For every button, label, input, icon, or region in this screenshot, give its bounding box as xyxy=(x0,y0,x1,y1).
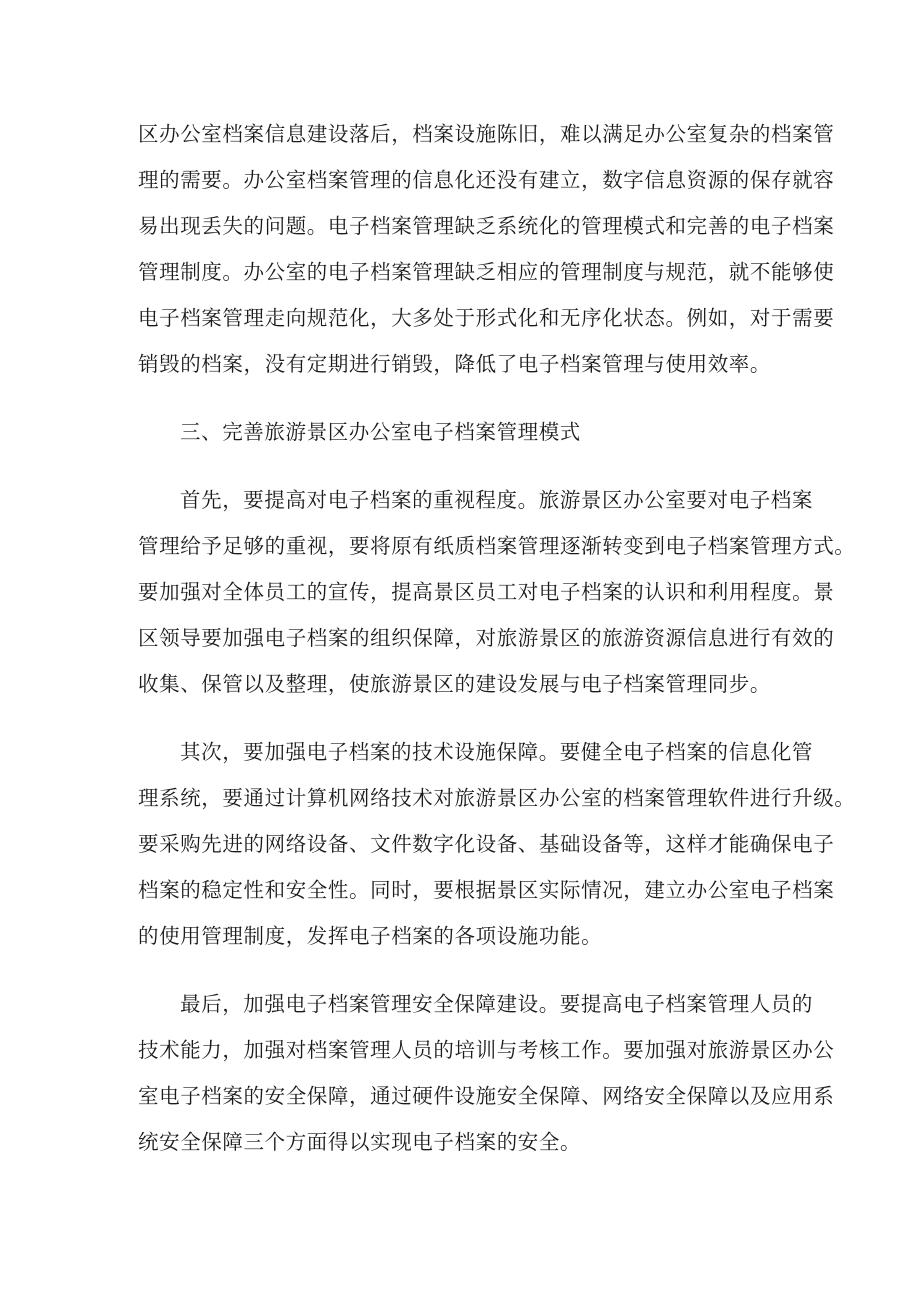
body-line: 理系统，要通过计算机网络技术对旅游景区办公室的档案管理软件进行升级。 xyxy=(138,786,856,810)
body-line: 区领导要加强电子档案的组织保障，对旅游景区的旅游资源信息进行有效的 xyxy=(138,626,835,650)
body-line: 最后，加强电子档案管理安全保障建设。要提高电子档案管理人员的 xyxy=(180,992,813,1016)
body-line: 其次，要加强电子档案的技术设施保障。要健全电子档案的信息化管 xyxy=(180,740,813,764)
body-line: 室电子档案的安全保障，通过硬件设施安全保障、网络安全保障以及应用系 xyxy=(138,1084,835,1108)
body-line: 理的需要。办公室档案管理的信息化还没有建立，数字信息资源的保存就容 xyxy=(138,168,835,192)
body-line: 收集、保管以及整理，使旅游景区的建设发展与电子档案管理同步。 xyxy=(138,672,771,696)
paragraph-gap xyxy=(138,455,798,477)
paragraph-last xyxy=(138,981,835,1165)
body-line: 要加强对全体员工的宣传，提高景区员工对电子档案的认识和利用程度。景 xyxy=(138,580,835,604)
body-line: 的使用管理制度，发挥电子档案的各项设施功能。 xyxy=(138,924,603,948)
paragraph-second xyxy=(138,729,856,959)
paragraph-archive-problems xyxy=(138,111,835,387)
section-heading: 三、完善旅游景区办公室电子档案管理模式 xyxy=(180,420,581,444)
body-line: 首先，要提高对电子档案的重视程度。旅游景区办公室要对电子档案 xyxy=(180,488,813,512)
body-line: 销毁的档案，没有定期进行销毁，降低了电子档案管理与使用效率。 xyxy=(138,352,771,376)
body-line: 统安全保障三个方面得以实现电子档案的安全。 xyxy=(138,1130,582,1154)
body-line: 管理制度。办公室的电子档案管理缺乏相应的管理制度与规范，就不能够使 xyxy=(138,260,835,284)
body-line: 管理给予足够的重视，要将原有纸质档案管理逐渐转变到电子档案管理方式。 xyxy=(138,534,856,558)
body-line: 技术能力，加强对档案管理人员的培训与考核工作。要加强对旅游景区办公 xyxy=(138,1038,835,1062)
paragraph-gap xyxy=(138,959,798,981)
body-line: 电子档案管理走向规范化，大多处于形式化和无序化状态。例如，对于需要 xyxy=(138,306,835,330)
body-line: 易出现丢失的问题。电子档案管理缺乏系统化的管理模式和完善的电子档案 xyxy=(138,214,835,238)
paragraph-first xyxy=(138,477,856,707)
paragraph-gap xyxy=(138,707,798,729)
paragraph-gap xyxy=(138,387,798,409)
body-line: 档案的稳定性和安全性。同时，要根据景区实际情况，建立办公室电子档案 xyxy=(138,878,835,902)
body-line: 要采购先进的网络设备、文件数字化设备、基础设备等，这样才能确保电子 xyxy=(138,832,835,856)
body-line: 区办公室档案信息建设落后，档案设施陈旧，难以满足办公室复杂的档案管 xyxy=(138,122,835,146)
document-page xyxy=(138,111,856,1165)
